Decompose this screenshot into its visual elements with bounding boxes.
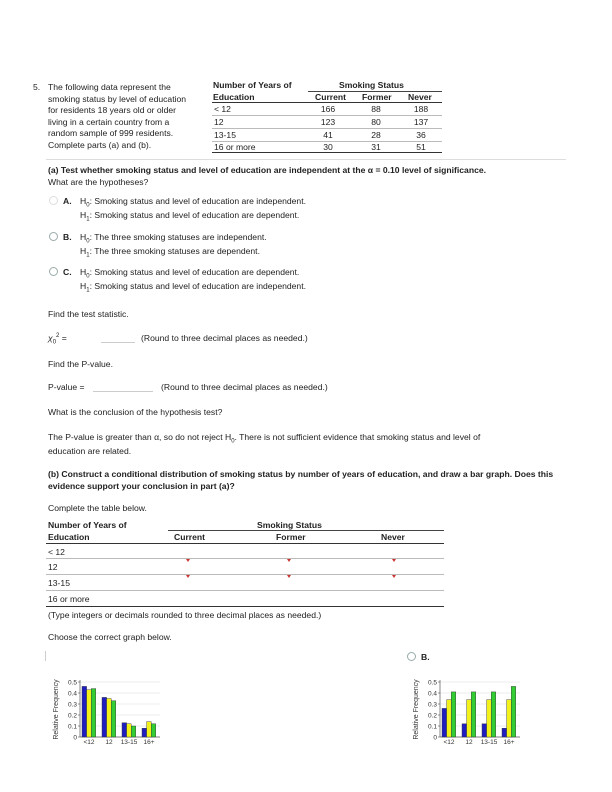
cond-table-group-header: Smoking Status bbox=[257, 520, 322, 530]
bar-never bbox=[491, 692, 496, 737]
hypotheses-question: What are the hypotheses? bbox=[48, 177, 149, 187]
option-a-h0-text: Smoking status and level of education are independent. bbox=[94, 196, 306, 206]
option-a-h1: $H_1$: Smoking status and level of education are dependent. bbox=[80, 210, 300, 223]
y-tick-label: 0.4 bbox=[427, 690, 437, 698]
x-tick-label: 12 bbox=[105, 739, 113, 746]
cond-row-label: 12 bbox=[48, 562, 58, 572]
option-b-graph-radio[interactable] bbox=[407, 652, 416, 661]
bar-former bbox=[107, 699, 112, 738]
y-axis-label: Relative Frequency bbox=[53, 679, 60, 740]
x-tick-label: 16+ bbox=[143, 739, 155, 746]
data-cell: 30 bbox=[323, 142, 333, 152]
pvalue-prompt: Find the P-value. bbox=[48, 359, 113, 369]
option-b-radio[interactable] bbox=[49, 232, 58, 241]
conclusion-dropdown-comparison[interactable]: greater than bbox=[105, 432, 152, 442]
option-c-h0-text: Smoking status and level of education are dependent. bbox=[94, 267, 300, 277]
data-cell: 51 bbox=[416, 142, 426, 152]
cell-input-marker[interactable] bbox=[392, 559, 396, 562]
chi-square-label: $\chi_0^2$ = bbox=[48, 333, 67, 346]
bar-never bbox=[111, 701, 116, 737]
bar-former bbox=[487, 700, 492, 737]
data-cell: 188 bbox=[413, 104, 429, 114]
bar-current bbox=[102, 697, 107, 737]
option-c-letter: C. bbox=[63, 267, 72, 277]
option-b-h0: $H_0$: The three smoking statuses are independent. bbox=[80, 232, 267, 245]
table-prompt: Complete the table below. bbox=[48, 503, 147, 513]
bar-current bbox=[502, 728, 507, 737]
graph-a bbox=[50, 665, 180, 755]
cell-input-marker[interactable] bbox=[392, 575, 396, 578]
data-table-group-header: Smoking Status bbox=[339, 80, 404, 90]
option-b-h0-text: The three smoking statuses are independent. bbox=[94, 232, 267, 242]
bar-former bbox=[87, 690, 92, 737]
data-cell: 166 bbox=[320, 104, 336, 114]
x-tick-label: 13-15 bbox=[480, 739, 498, 746]
data-cell: 88 bbox=[371, 104, 381, 114]
bar-never bbox=[511, 686, 516, 737]
intro-line: smoking status by level of education bbox=[48, 93, 187, 104]
data-cell: 31 bbox=[371, 142, 381, 152]
bar-current bbox=[82, 686, 87, 737]
col-former: Former bbox=[362, 92, 392, 102]
option-a-letter: A. bbox=[63, 196, 72, 206]
data-cell: 80 bbox=[371, 117, 381, 127]
bar-never bbox=[151, 724, 156, 737]
bar-never bbox=[471, 692, 476, 737]
data-row-label: 16 or more bbox=[214, 142, 256, 152]
x-tick-label: <12 bbox=[443, 739, 455, 746]
bar-current bbox=[482, 724, 487, 737]
graph-prompt: Choose the correct graph below. bbox=[48, 632, 172, 642]
option-a-graph-radio[interactable] bbox=[45, 651, 46, 661]
col-never: Never bbox=[408, 92, 432, 102]
option-a-h0: $H_0$: Smoking status and level of education are independent. bbox=[80, 196, 306, 209]
conclusion-text: α, so bbox=[154, 432, 173, 442]
data-row-label: 13-15 bbox=[214, 130, 236, 140]
intro-line: random sample of 999 residents. bbox=[48, 128, 174, 138]
y-axis-label: Relative Frequency bbox=[413, 679, 420, 740]
bar-former bbox=[127, 724, 132, 737]
x-tick-label: 16+ bbox=[503, 739, 515, 746]
col-current: Current bbox=[315, 92, 347, 102]
conclusion-dropdown-decision[interactable]: do not reject bbox=[175, 432, 223, 442]
problem-number: 5. bbox=[33, 82, 41, 92]
chi-square-note: (Round to three decimal places as needed.) bbox=[141, 333, 308, 343]
y-tick-label: 0.2 bbox=[427, 712, 437, 720]
conclusion-h-symbol: H bbox=[224, 432, 232, 442]
conclusion-line-1 bbox=[48, 432, 480, 445]
y-tick-label: 0 bbox=[433, 734, 437, 742]
bar-former bbox=[467, 700, 472, 737]
data-cell: 123 bbox=[320, 117, 336, 127]
bar-current bbox=[142, 728, 147, 737]
conclusion-line-2: education are related. bbox=[48, 446, 132, 456]
cond-col-current: Current bbox=[174, 532, 206, 542]
data-table-header-1: Number of Years of bbox=[213, 80, 292, 90]
conclusion-text: The P-value is bbox=[48, 432, 103, 442]
intro-line: The following data represent the bbox=[48, 82, 171, 92]
option-b-graph-letter: B. bbox=[421, 652, 430, 662]
cond-table-header-2: Education bbox=[48, 532, 90, 542]
intro-line: living in a certain country from a bbox=[48, 116, 170, 127]
conclusion-prompt: What is the conclusion of the hypothesis test? bbox=[48, 407, 223, 417]
bar-current bbox=[442, 708, 447, 737]
x-tick-label: 13-15 bbox=[120, 739, 138, 746]
data-row-label: < 12 bbox=[214, 104, 231, 114]
bar-former bbox=[447, 700, 452, 737]
y-tick-label: 0.5 bbox=[427, 679, 437, 687]
chi-square-input[interactable] bbox=[101, 333, 135, 343]
option-c-h1: $H_1$: Smoking status and level of education are independent. bbox=[80, 281, 306, 294]
cell-input-marker[interactable] bbox=[186, 575, 190, 578]
cell-input-marker[interactable] bbox=[287, 559, 291, 562]
y-tick-label: 0.5 bbox=[67, 679, 77, 687]
pvalue-label: P-value = bbox=[48, 382, 85, 392]
data-table-header-2: Education bbox=[213, 92, 255, 102]
y-tick-label: 0.4 bbox=[67, 690, 77, 698]
option-a-radio[interactable] bbox=[49, 196, 58, 205]
x-tick-label: <12 bbox=[83, 739, 95, 746]
problem-intro bbox=[48, 82, 186, 151]
data-cell: 28 bbox=[371, 130, 381, 140]
conclusion-text: sufficient evidence that smoking status and level of bbox=[286, 432, 481, 442]
part-b-prompt-2: evidence support your conclusion in part (a)? bbox=[48, 481, 235, 491]
y-tick-label: 0.3 bbox=[427, 701, 437, 709]
bar-current bbox=[122, 723, 127, 737]
cond-table-header-1: Number of Years of bbox=[48, 520, 127, 530]
option-c-radio[interactable] bbox=[49, 267, 58, 276]
bar-former bbox=[147, 722, 152, 737]
pvalue-input[interactable] bbox=[93, 382, 153, 392]
cond-col-never: Never bbox=[381, 532, 405, 542]
data-row-label: 12 bbox=[214, 117, 224, 127]
pvalue-note: (Round to three decimal places as needed.) bbox=[161, 382, 328, 392]
cell-input-marker[interactable] bbox=[287, 575, 291, 578]
option-a-h1-text: Smoking status and level of education are dependent. bbox=[94, 210, 300, 220]
option-c-h1-text: Smoking status and level of education are independent. bbox=[94, 281, 306, 291]
option-b-h1: $H_1$: The three smoking statuses are dependent. bbox=[80, 246, 260, 259]
conclusion-text-there: . There bbox=[234, 432, 262, 442]
conclusion-text: $H_0$. There bbox=[224, 432, 262, 445]
conclusion-dropdown-evidence[interactable]: is not bbox=[264, 432, 285, 442]
test-stat-prompt: Find the test statistic. bbox=[48, 309, 129, 319]
y-tick-label: 0.1 bbox=[67, 723, 77, 731]
intro-line: Complete parts (a) and (b). bbox=[48, 139, 152, 150]
y-tick-label: 0.3 bbox=[67, 701, 77, 709]
bar-current bbox=[462, 724, 467, 737]
cond-row-label: 13-15 bbox=[48, 578, 70, 588]
bar-never bbox=[451, 692, 456, 737]
cell-input-marker[interactable] bbox=[186, 559, 190, 562]
bar-never bbox=[131, 726, 136, 737]
data-cell: 36 bbox=[416, 130, 426, 140]
data-cell: 41 bbox=[323, 130, 333, 140]
y-tick-label: 0 bbox=[73, 734, 77, 742]
y-tick-label: 0.2 bbox=[67, 712, 77, 720]
graph-b bbox=[410, 665, 540, 755]
bar-former bbox=[507, 700, 512, 737]
cond-row-label: 16 or more bbox=[48, 594, 90, 604]
option-b-letter: B. bbox=[63, 232, 72, 242]
intro-line: for residents 18 years old or older bbox=[48, 105, 177, 115]
option-c-h0: $H_0$: Smoking status and level of education are dependent. bbox=[80, 267, 300, 280]
cond-table-note: (Type integers or decimals rounded to three decimal places as needed.) bbox=[48, 610, 322, 620]
cond-col-former: Former bbox=[276, 532, 306, 542]
bar-never bbox=[91, 689, 96, 737]
data-cell: 137 bbox=[413, 117, 429, 127]
x-tick-label: 12 bbox=[465, 739, 473, 746]
cond-row-label: < 12 bbox=[48, 547, 65, 557]
part-b-prompt: (b) Construct a conditional distribution of smoking status by number of years of education, and draw a bar graph. Does this bbox=[48, 469, 554, 479]
option-b-h1-text: The three smoking statuses are dependent. bbox=[94, 246, 260, 256]
part-a-prompt: (a) Test whether smoking status and level of education are independent at the α = 0.10 level of significance. bbox=[48, 165, 487, 175]
y-tick-label: 0.1 bbox=[427, 723, 437, 731]
